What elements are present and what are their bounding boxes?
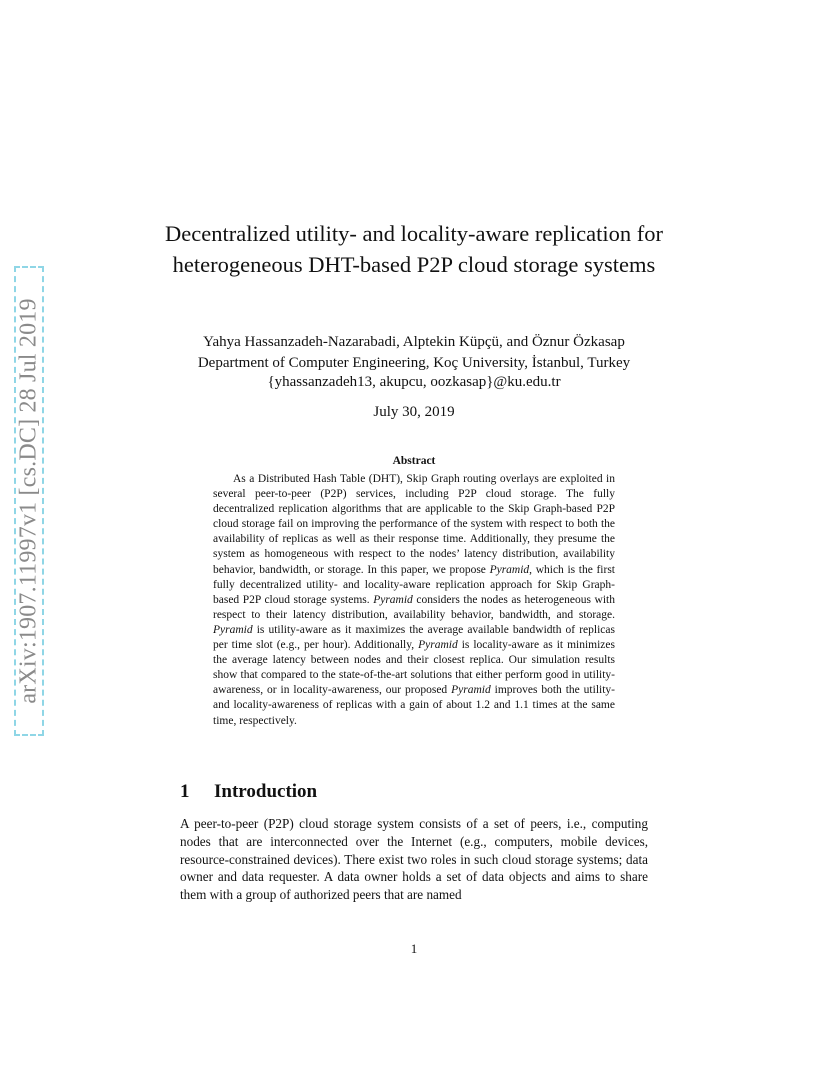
system-name: Pyramid — [489, 563, 530, 576]
abstract-text: is locality-aware as it minimizes the average latency between nodes and their closest replica. Our simulation results show that compared to the state-of-the-art solutions that either perform good in utility-awareness, or in locality-awareness, our proposed — [213, 639, 615, 697]
arxiv-side-stamp — [14, 266, 44, 736]
section-title: Introduction — [214, 781, 318, 802]
abstract-text: considers the nodes as heterogeneous with respect to their latency distribution, availability behavior, bandwidth, and storage. — [213, 593, 615, 621]
section-heading — [180, 780, 317, 804]
system-name: Pyramid — [418, 639, 458, 652]
arxiv-identifier: arXiv:1907.11997v1 [cs.DC] 28 Jul 2019 — [15, 298, 42, 704]
system-name: Pyramid — [373, 593, 413, 606]
abstract-text: is utility-aware as it maximizes the average available bandwidth of replicas per time slot (e.g., per hour). Additionally, — [213, 623, 615, 652]
abstract-text: , which is the first fully decentralized utility- and locality-aware replication approach for Skip Graph-based P2P cloud storage systems. — [213, 563, 615, 606]
abstract-heading: Abstract — [392, 455, 436, 467]
author-emails: {yhassanzadeh13, akupcu, oozkasap}@ku.edu.tr — [267, 374, 561, 390]
abstract-text: improves both the utility- and locality-awareness of replicas with a gain of about 1.2 and 1.1 times at the same time, respectively. — [213, 684, 615, 727]
system-name: Pyramid — [213, 623, 253, 636]
affiliation: Department of Computer Engineering, Koç University, İstanbul, Turkey — [197, 355, 631, 371]
system-name: Pyramid — [451, 684, 491, 697]
author-list: Yahya Hassanzadeh-Nazarabadi, Alptekin Küpçü, and Öznur Özkasap — [203, 334, 625, 350]
paper-title: Decentralized utility- and locality-aware replication for heterogeneous DHT-based P2P cloud storage systems — [165, 221, 663, 277]
page-number: 1 — [410, 941, 418, 956]
introduction-paragraph: A peer-to-peer (P2P) cloud storage system consists of a set of peers, i.e., computing nodes that are interconnected over the Internet (e.g., computers, mobile devices, resource-constrained devices). There exist two roles in such cloud storage systems; data owner and data requester. A data owner holds a set of data objects and aims to share them with a group of authorized peers that are named — [180, 816, 648, 903]
abstract-body — [213, 472, 615, 729]
paper-date: July 30, 2019 — [373, 404, 455, 420]
section-number: 1 — [180, 781, 190, 802]
abstract-text: As a Distributed Hash Table (DHT), Skip Graph routing overlays are exploited in several peer-to-peer (P2P) services, including P2P cloud storage. The fully decentralized replication algorithms that are applicable to the Skip Graph-based P2P cloud storage fail on improving the performance of the system with respect to both the availability of replicas as well as their response time. Additionally, they presume the system as homogeneous with respect to the nodes’ latency distribution, availability behavior, bandwidth, or storage. In this paper, we propose — [213, 473, 615, 576]
